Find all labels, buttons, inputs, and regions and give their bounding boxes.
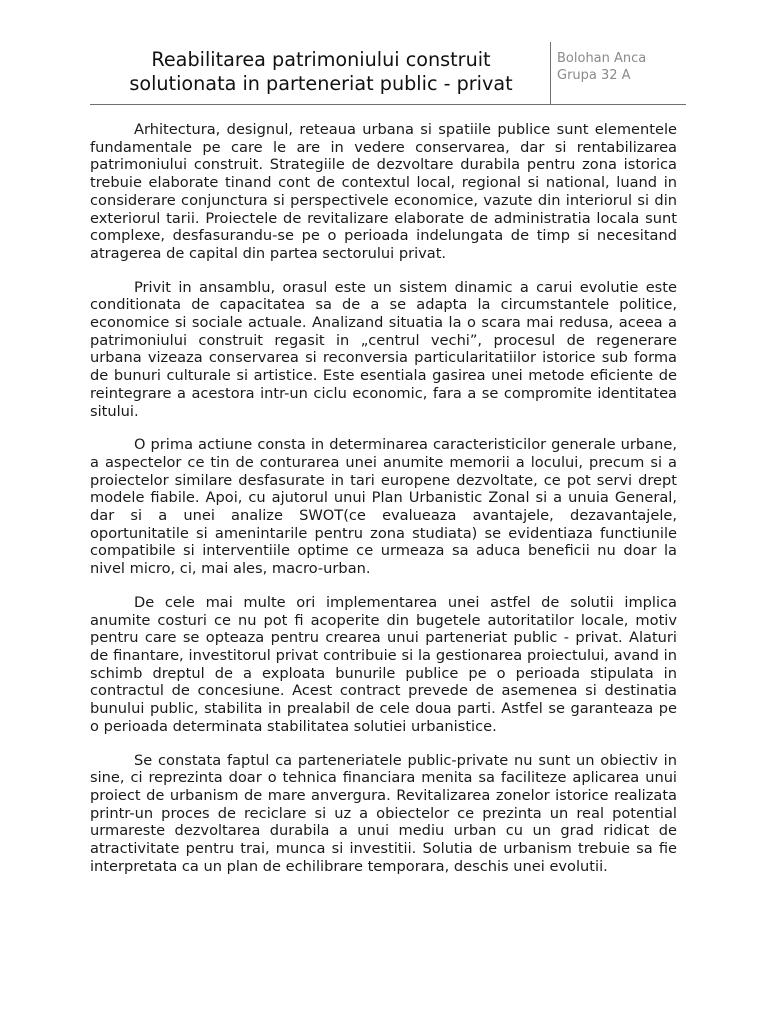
paragraph: Se constata faptul ca parteneriatele public-private nu sunt un obiectiv in sine, ci reprezinta doar o tehnica financiara menita sa faciliteze aplicarea unui proiect de urbanism de mare anvergura. Revitalizarea zonelor istorice realizata printr-un proces de reciclare si uz a obiectelor ce prezinta un real potential urmareste dezvoltarea durabila a unui mediu urban cu un grad ridicat de atractivitate pentru trai, munca si investitii. Solutia de urbanism trebuie sa fie interpretata ca un plan de echilibrare temporara, deschis unei evolutii.: [90, 751, 677, 875]
title-line-2: solutionata in parteneriat public - privat: [129, 72, 513, 95]
author-name: Bolohan Anca: [557, 51, 647, 66]
document-title: [90, 48, 552, 96]
header-divider: [550, 42, 551, 104]
paragraph: De cele mai multe ori implementarea unei astfel de solutii implica anumite costuri ce nu pot fi acoperite din bugetele autoritatilor locale, motiv pentru care se opteaza pentru crearea unui parteneriat public - privat. Alaturi de finantare, investitorul privat contribuie si la gestionarea proiectului, avand in schimb dreptul de a exploata bunurile publice pe o perioada stipulata in contractul de concesiune. Acest contract prevede de asemenea si destinatia bunului public, stabilita in prealabil de cele doua parti. Astfel se garanteaza pe o perioada determinata stabilitatea solutiei urbanistice.: [90, 593, 677, 735]
document-body: [90, 121, 677, 891]
paragraph: Arhitectura, designul, reteaua urbana si spatiile publice sunt elementele fundamentale pe care le are in vedere conservarea, dar si rentabilizarea patrimoniului construit. Strategiile de dezvoltare durabila pentru zona istorica trebuie elaborate tinand cont de contextul local, regional si national, luand in considerare conjunctura si perspectivele economice, vazute din interiorul si din exteriorul tarii. Proiectele de revitalizare elaborate de administratia locala sunt complexe, desfasurandu-se pe o perioada indelungata de timp si necesitand atragerea de capital din partea sectorului privat.: [90, 121, 677, 262]
title-line-1: Reabilitarea patrimoniului construit: [151, 48, 491, 71]
author-group: Grupa 32 A: [557, 68, 631, 83]
paragraph: O prima actiune consta in determinarea caracteristicilor generale urbane, a aspectelor ce tin de conturarea unei anumite memorii a locului, precum si a proiectelor similare desfasurate in tari europene dezvoltate, ce pot servi drept modele fiabile. Apoi, cu ajutorul unui Plan Urbanistic Zonal si a unuia General, dar si a unei analize SWOT(ce evalueaza avantajele, dezavantajele, oportunitatile si amenintarile pentru zona studiata) se evidentiaza functiunile compatibile si interventiile optime ce urmeaza sa aduca beneficii nu doar la nivel micro, ci, mai ales, macro-urban.: [90, 436, 677, 578]
document-header: [90, 42, 686, 105]
author-block: [557, 50, 646, 84]
paragraph: Privit in ansamblu, orasul este un sistem dinamic a carui evolutie este conditionata de capacitatea sa de a se adapta la circumstantele politice, economice si sociale actuale. Analizand situatia la o scara mai redusa, aceea a patrimoniului construit regasit in „centrul vechi”, procesul de regenerare urbana vizeaza conservarea si reconversia particularitatiilor istorice sub forma de bunuri culturale si artistice. Este esentiala gasirea unei metode eficiente de reintegrare a acestora intr-un ciclu economic, fara a se compromite identitatea sitului.: [90, 278, 677, 420]
